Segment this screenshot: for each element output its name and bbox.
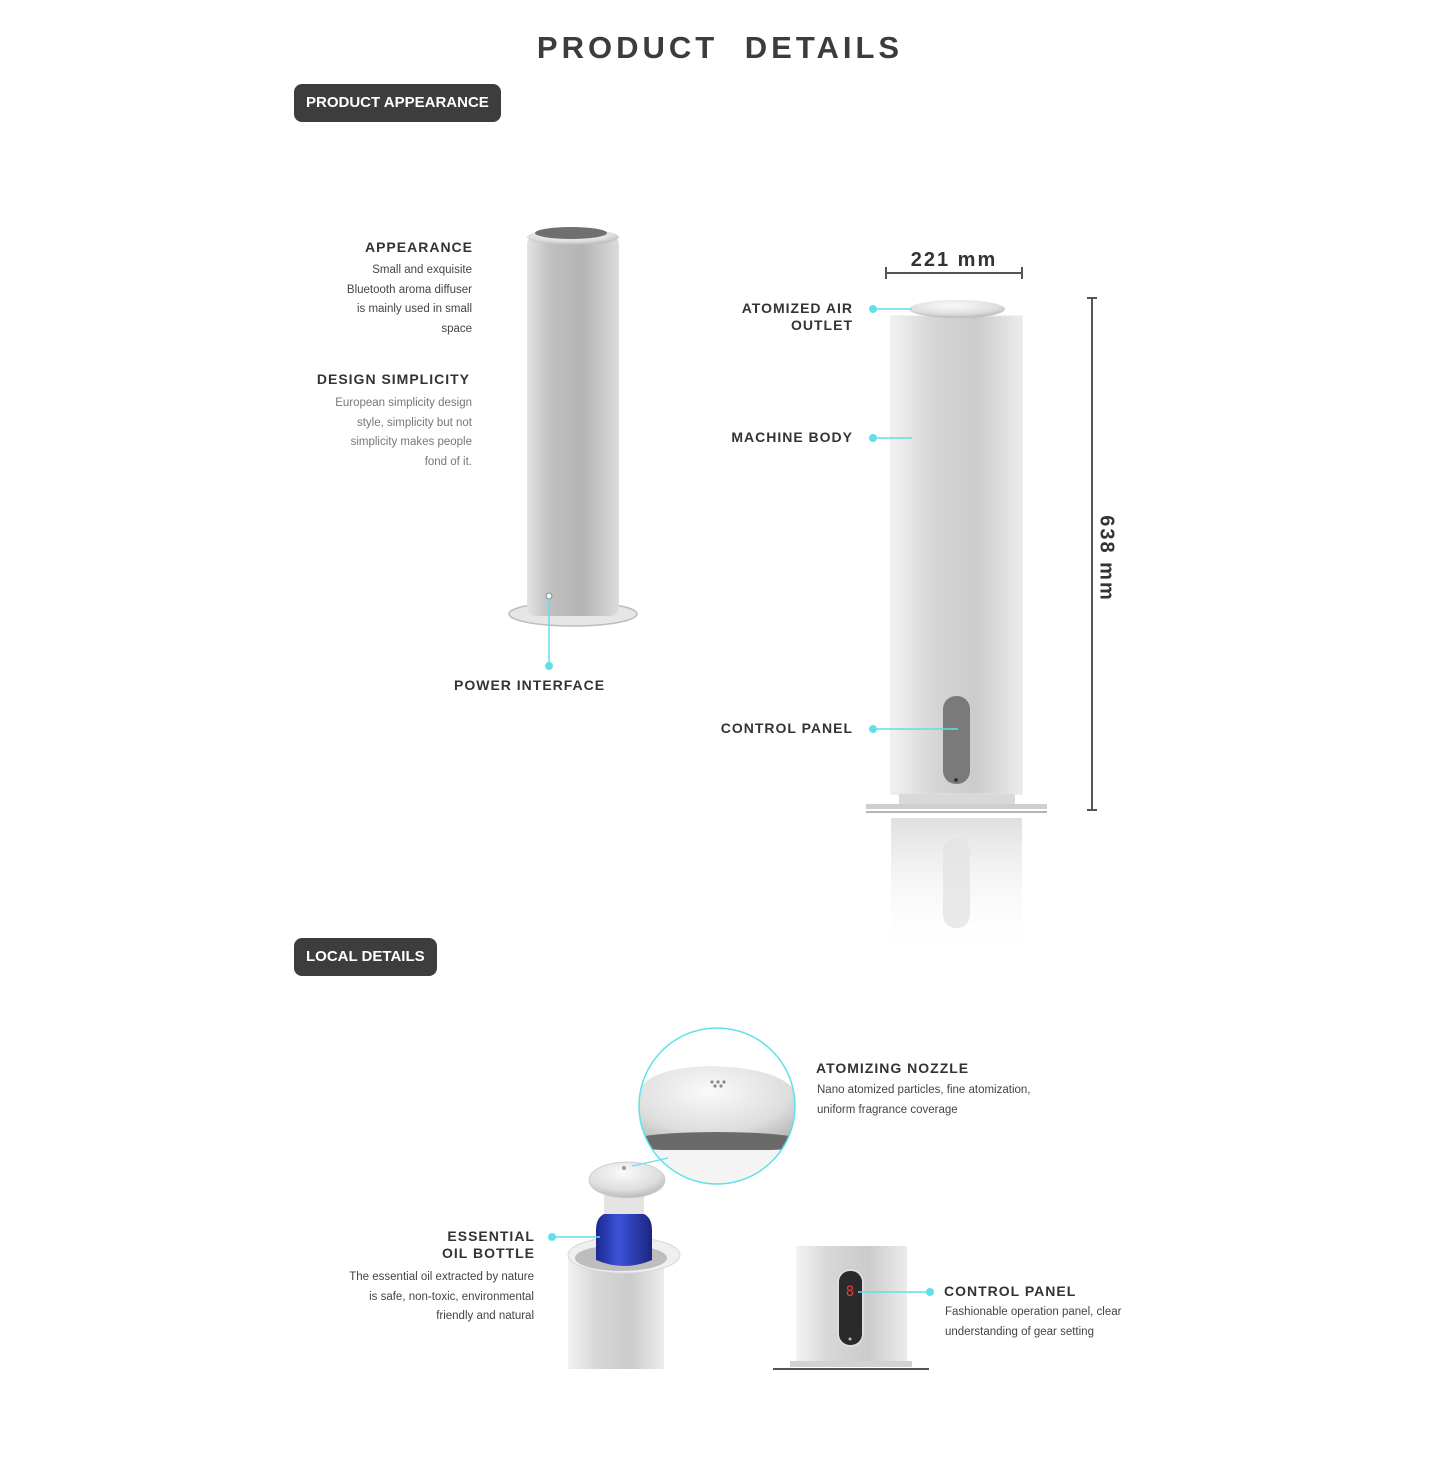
air-outlet-line: ATOMIZED AIR	[741, 300, 853, 316]
panel-line: understanding of gear setting	[945, 1325, 1094, 1338]
appearance-line: is mainly used in small	[356, 303, 472, 315]
power-interface-label: POWER INTERFACE	[454, 677, 606, 693]
bottle-line: is safe, non-toxic, environmental	[369, 1290, 534, 1303]
air-outlet-line: OUTLET	[791, 317, 853, 333]
design-line: fond of it.	[424, 455, 472, 468]
essential-oil-bottle-description	[320, 1268, 534, 1327]
nozzle-line: uniform fragrance coverage	[817, 1103, 958, 1116]
panel-display-digit: 8	[845, 1284, 855, 1300]
essential-oil-bottle-title	[400, 1228, 535, 1262]
appearance-line: Small and exquisite	[372, 264, 472, 276]
design-line: simplicity makes people	[350, 436, 472, 448]
callout-dot	[545, 662, 553, 670]
machine-body-label: MACHINE BODY	[731, 429, 853, 445]
control-panel-window	[943, 696, 970, 784]
width-dimension-label: 221 mm	[910, 249, 998, 271]
appearance-line: Bluetooth aroma diffuser	[346, 283, 472, 296]
panel-line: Fashionable operation panel, clear	[945, 1306, 1122, 1318]
appearance-line: space	[441, 322, 472, 335]
bottle-line: The essential oil extracted by nature	[349, 1271, 534, 1283]
bottle-title-line: OIL BOTTLE	[442, 1245, 535, 1261]
atomized-air-outlet-label	[700, 300, 853, 334]
atomizing-nozzle-title: ATOMIZING NOZZLE	[816, 1060, 970, 1076]
design-line: style, simplicity but not	[356, 416, 472, 429]
section-pill-product-appearance: PRODUCT APPEARANCE	[294, 84, 501, 122]
local-control-panel-description	[945, 1303, 1165, 1342]
oil-bottle	[596, 1212, 652, 1266]
height-dimension-label: 638 mm	[1095, 515, 1118, 602]
control-panel-label: CONTROL PANEL	[720, 720, 853, 736]
design-line: European simplicity design	[335, 397, 472, 409]
appearance-title: APPEARANCE	[364, 239, 473, 255]
bottle-line: friendly and natural	[436, 1310, 534, 1322]
device-open-top-view	[568, 1162, 680, 1369]
local-control-panel-title: CONTROL PANEL	[944, 1283, 1077, 1299]
section-pill-local-details: LOCAL DETAILS	[294, 938, 437, 976]
atomizing-nozzle-description	[817, 1081, 1057, 1120]
page-title: PRODUCT DETAILS	[536, 30, 904, 65]
control-panel-closeup	[773, 1246, 929, 1369]
nozzle-line: Nano atomized particles, fine atomization,	[817, 1084, 1031, 1096]
bottle-title-line: ESSENTIAL	[447, 1228, 535, 1244]
device-front-view	[866, 300, 1047, 958]
design-simplicity-title: DESIGN SIMPLICITY	[316, 371, 470, 387]
device-angled-view	[509, 227, 637, 626]
